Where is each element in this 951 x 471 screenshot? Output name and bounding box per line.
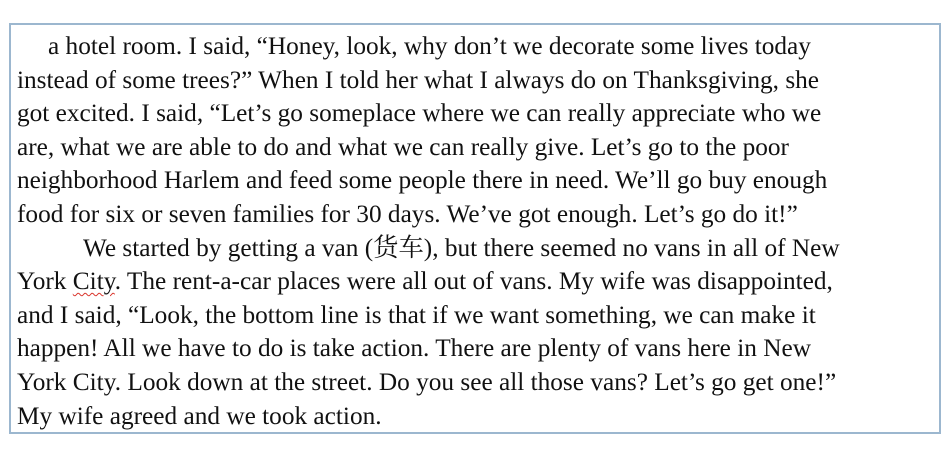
text-line: happen! All we have to do is take action. There are plenty of vans here in New (17, 334, 811, 363)
text-run: York (17, 267, 73, 296)
paragraph-1 (17, 30, 937, 232)
text-run: . The rent-a-car places were all out of vans. My wife was disappointed, (114, 267, 833, 296)
text-line: York City. Look down at the street. Do you see all those vans? Let’s go get one!” (17, 367, 837, 396)
text-line: got excited. I said, “Let’s go someplace where we can really appreciate who we (17, 99, 822, 128)
text-line: We started by getting a van (货车), but there seemed no vans in all of New (83, 233, 840, 262)
text-line: are, what we are able to do and what we can really give. Let’s go to the poor (17, 132, 789, 161)
text-line: instead of some trees?” When I told her what I always do on Thanksgiving, she (17, 65, 820, 94)
text-line (17, 265, 937, 299)
text-line: My wife agreed and we took action. (17, 401, 382, 430)
spellcheck-flagged-word[interactable]: City (72, 267, 115, 296)
text-line: food for six or seven families for 30 days. We’ve got enough. Let’s go do it!” (17, 199, 798, 228)
text-line: and I said, “Look, the bottom line is that if we want something, we can make it (17, 300, 816, 329)
paragraph-2 (17, 232, 937, 434)
text-line: a hotel room. I said, “Honey, look, why don’t we decorate some lives today (48, 32, 811, 60)
text-line: neighborhood Harlem and feed some people there in need. We’ll go buy enough (17, 166, 828, 195)
document-text (17, 30, 937, 433)
